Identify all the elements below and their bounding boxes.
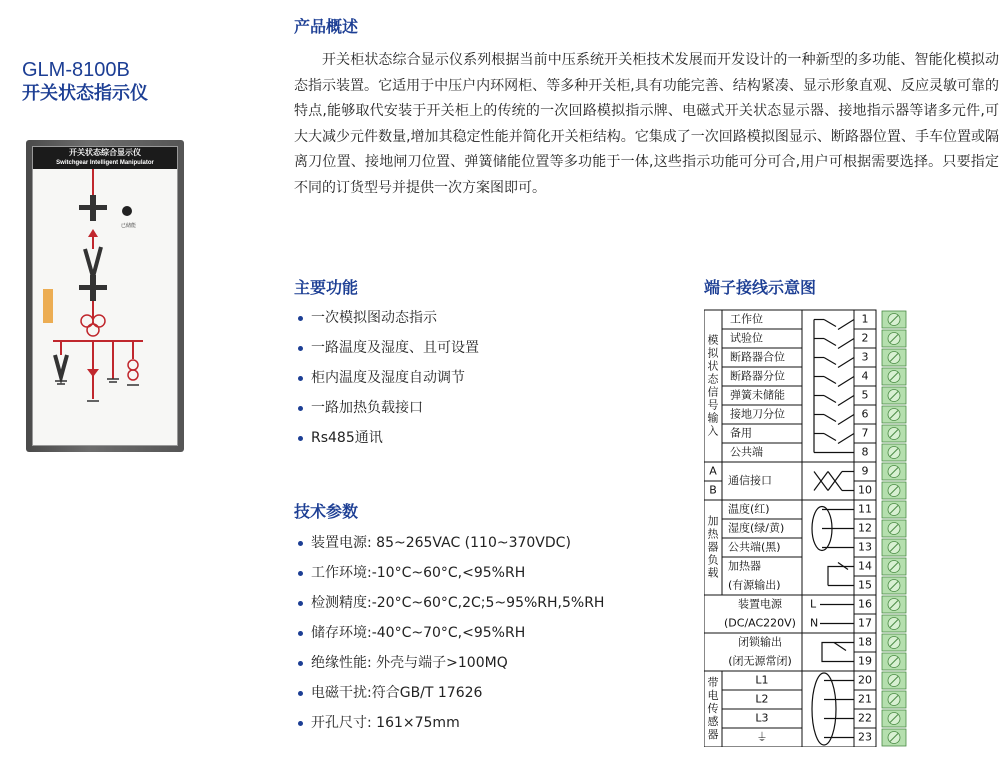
switch-contact <box>824 434 836 441</box>
svg-text:模: 模 <box>707 333 719 347</box>
bullet-icon <box>298 541 303 546</box>
list-item: 开孔尺寸: 161×75mm <box>298 708 604 738</box>
switch-contact <box>824 358 836 365</box>
switch-contact <box>824 396 836 403</box>
sensor-row-label: ⏚ <box>756 730 768 744</box>
group-label-sensor <box>708 675 719 741</box>
signal-row-label: 接地刀分位 <box>730 407 785 421</box>
screw-terminal-icon <box>882 311 906 328</box>
heater-output-wire <box>828 567 854 586</box>
product-name: 开关状态指示仪 <box>22 83 148 104</box>
comm-b-label: B <box>709 483 717 497</box>
specs-list <box>298 528 604 738</box>
svg-text:入: 入 <box>707 424 719 438</box>
bullet-icon <box>298 721 303 726</box>
terminal-number: 13 <box>858 540 872 554</box>
signal-row-label: 断路器分位 <box>730 369 785 383</box>
screw-terminal-icon <box>882 482 906 499</box>
comm-label: 通信接口 <box>728 474 772 487</box>
terminal-number: 18 <box>858 635 872 649</box>
screw-terminal-icon <box>882 596 906 613</box>
heater-row-label: (有源输出) <box>728 578 781 592</box>
switch-contact <box>824 377 836 384</box>
svg-text:载: 载 <box>707 566 719 580</box>
overview-text: 开关柜状态综合显示仪系列根据当前中压系统开关柜技术发展而开发设计的一种新型的多功能、智能化模拟动态指示装置。它适用于中压户内环网柜、等多种开关柜,具有功能完善、结构紧凑、显示形象直观、反应灵敏可靠的特点,能够取代安装于开关柜上的传统的一次回路模拟指示牌、电磁式开关状态显示器、接地指示器等诸多元件,可大大减少元件数量,增加其稳定性能并简化开关柜结构。它集成了一次回路模拟图显示、断路器位置、手车位置或隔离刀位置、接地闸刀位置、弹簧储能位置等多功能于一体,这些指示功能可分可合,用户可根据需要选择。只要指定不同的订货型号并提供一次方案图即可。 <box>294 52 999 196</box>
bullet-icon <box>298 406 303 411</box>
terminal-number: 22 <box>858 711 872 725</box>
terminal-number: 4 <box>861 369 869 383</box>
terminal-number: 16 <box>858 597 872 611</box>
group-label-signal <box>708 333 720 438</box>
terminal-number: 10 <box>858 483 872 497</box>
list-item: 电磁干扰:符合GB/T 17626 <box>298 678 604 708</box>
list-item: 装置电源: 85~265VAC (110~370VDC) <box>298 528 604 558</box>
lock-label: 闭锁输出 <box>738 635 782 649</box>
device-title-en: Switchgear Intelligent Manipulator <box>56 160 154 166</box>
list-item: 一路加热负载接口 <box>298 393 479 423</box>
wiring-title: 端子接线示意图 <box>704 278 817 297</box>
bullet-icon <box>298 661 303 666</box>
screw-terminal-icon <box>882 425 906 442</box>
bullet-icon <box>298 436 303 441</box>
terminal-number: 17 <box>858 616 872 630</box>
screw-terminal-icon <box>882 634 906 651</box>
svg-text:感: 感 <box>707 715 719 728</box>
switch-contact <box>824 320 836 327</box>
terminal-number: 20 <box>858 673 872 687</box>
screw-terminal-icon <box>882 653 906 670</box>
terminal-number: 19 <box>858 654 872 668</box>
terminal-number: 21 <box>858 692 872 706</box>
svg-text:带: 带 <box>707 676 719 689</box>
signal-row-label: 试验位 <box>730 331 763 345</box>
svg-text:号: 号 <box>707 398 719 412</box>
svg-text:负: 负 <box>707 553 719 567</box>
signal-row-label: 公共端 <box>730 445 763 459</box>
bullet-icon <box>298 601 303 606</box>
terminal-number: 7 <box>861 426 869 440</box>
screw-terminal-icon <box>882 463 906 480</box>
list-item: 检测精度:-20°C~60°C,2C;5~95%RH,5%RH <box>298 588 604 618</box>
heater-row-label: 加热器 <box>728 559 761 573</box>
bullet-icon <box>298 346 303 351</box>
functions-list <box>298 303 479 453</box>
svg-text:传: 传 <box>707 702 719 715</box>
svg-text:电: 电 <box>707 689 719 702</box>
terminal-number: 9 <box>861 464 869 478</box>
screw-terminal-icon <box>882 558 906 575</box>
storage-indicator-icon <box>122 206 132 216</box>
screw-terminal-icon <box>882 729 906 746</box>
device-title-cn: 开关状态综合显示仪 <box>69 148 141 157</box>
screw-terminal-icon <box>882 672 906 689</box>
sensor-row-label: L3 <box>755 711 769 725</box>
switch-contact <box>824 339 836 346</box>
list-item: 绝缘性能: 外壳与端子>100MQ <box>298 648 604 678</box>
overview-title: 产品概述 <box>294 17 359 36</box>
svg-text:信: 信 <box>707 385 719 399</box>
list-item: 一路温度及湿度、且可设置 <box>298 333 479 363</box>
signal-row-label: 弹簧未储能 <box>730 388 785 402</box>
svg-text:热: 热 <box>707 527 719 541</box>
svg-text:拟: 拟 <box>707 346 719 360</box>
svg-text:状: 状 <box>707 359 719 373</box>
list-item: 工作环境:-10°C~60°C,<95%RH <box>298 558 604 588</box>
screw-terminal-icon <box>882 349 906 366</box>
comm-a-label: A <box>709 464 717 478</box>
sensor-row-label: L2 <box>755 692 769 706</box>
terminal-number: 12 <box>858 521 872 535</box>
bullet-icon <box>298 376 303 381</box>
screw-terminal-icon <box>882 406 906 423</box>
heater-row-label: 公共端(黑) <box>728 540 781 554</box>
svg-text:输: 输 <box>707 411 719 425</box>
live-sensor-icon <box>812 673 836 745</box>
terminal-number: 5 <box>861 388 869 402</box>
terminal-number: 3 <box>861 350 869 364</box>
terminal-number: 14 <box>858 559 872 573</box>
bullet-icon <box>298 631 303 636</box>
svg-text:器: 器 <box>707 540 719 554</box>
signal-row-label: 备用 <box>730 426 752 440</box>
group-label-heater <box>708 514 720 580</box>
terminal-number: 2 <box>861 331 869 345</box>
power-n-label: N <box>810 616 819 630</box>
heater-row-label: 湿度(绿/黄) <box>728 521 785 535</box>
power-label: 装置电源 <box>738 597 782 611</box>
screw-terminal-icon <box>882 615 906 632</box>
terminal-number: 1 <box>861 312 869 326</box>
specs-title: 技术参数 <box>294 502 359 521</box>
terminal-number: 8 <box>861 445 869 459</box>
device-face <box>32 146 178 446</box>
signal-row-label: 断路器合位 <box>730 350 785 364</box>
screw-terminal-icon <box>882 444 906 461</box>
terminal-wiring-diagram <box>704 307 910 747</box>
heater-row-label: 温度(红) <box>728 502 770 516</box>
terminal-number: 23 <box>858 730 872 744</box>
screw-terminal-icon <box>882 368 906 385</box>
comm-twisted-pair <box>814 472 842 491</box>
device-mimic-diagram <box>33 169 178 446</box>
screw-terminal-icon <box>882 387 906 404</box>
list-item: 储存环境:-40°C~70°C,<95%RH <box>298 618 604 648</box>
signal-row-label: 工作位 <box>730 312 763 326</box>
terminal-number: 11 <box>858 502 872 516</box>
svg-text:加: 加 <box>707 514 719 528</box>
screw-terminal-icon <box>882 520 906 537</box>
power-label-sub: (DC/AC220V) <box>724 616 796 630</box>
device-header <box>33 147 177 169</box>
screw-terminal-icon <box>882 330 906 347</box>
terminal-number: 15 <box>858 578 872 592</box>
list-item: 一次模拟图动态指示 <box>298 303 479 333</box>
screw-terminal-icon <box>882 577 906 594</box>
product-heading <box>22 58 148 106</box>
bullet-icon <box>298 691 303 696</box>
list-item: 柜内温度及湿度自动调节 <box>298 363 479 393</box>
switch-contact <box>824 415 836 422</box>
functions-title: 主要功能 <box>294 278 359 297</box>
svg-text:态: 态 <box>707 372 719 386</box>
screw-terminal-icon <box>882 501 906 518</box>
screw-terminal-icon <box>882 539 906 556</box>
sensor-row-label: L1 <box>755 673 769 687</box>
model-number: GLM-8100B <box>22 59 130 81</box>
list-item: Rs485通讯 <box>298 423 479 453</box>
screw-terminal-icon <box>882 710 906 727</box>
device-photo <box>26 140 184 452</box>
power-l-label: L <box>810 597 817 611</box>
bullet-icon <box>298 571 303 576</box>
bullet-icon <box>298 316 303 321</box>
lock-label-sub: (闭无源常闭) <box>728 654 792 668</box>
screw-terminal-icon <box>882 691 906 708</box>
indicator-label: 已储能 <box>121 223 137 229</box>
terminal-number: 6 <box>861 407 869 421</box>
svg-text:器: 器 <box>707 728 719 741</box>
